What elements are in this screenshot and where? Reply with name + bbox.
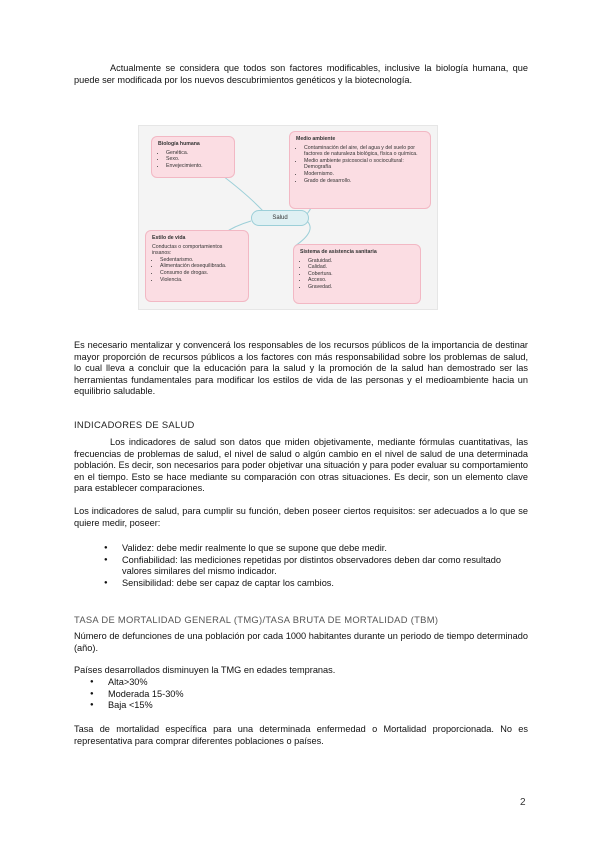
sistema-sanitario-box [293,244,421,304]
biologia-item: • Sexo. [166,156,228,163]
indicadores-heading: INDICADORES DE SALUD [74,419,195,430]
sistema-sanitario-item: • Cobertura. [308,271,414,278]
list-item: ● Moderada 15-30% [90,689,390,701]
biologia-title: Biología humana [158,141,200,147]
list-item: ● Confiabilidad: las mediciones repetidas por distintos observadores deben dar como resultado valores similares del mismo indicador. [104,555,528,578]
medio-ambiente-title: Medio ambiente [296,136,336,142]
estilo-vida-item: • Consumo de drogas. [160,270,242,277]
mentalizar-paragraph: Es necesario mentalizar y convencerá los responsables de los recursos públicos de la importancia de destinar mayor proporción de recursos públicos a los factores con más responsabilidad sobre los problemas de salud, lo cual lleva a concluir que la educación para la salud y la promoción de la salud han demostrado ser las herramientas fundamentales para modificar los estilos de vida de las personas y el medioambiente hacia un equilibrio saludable. [74,340,528,397]
list-item: ● Alta>30% [90,677,390,689]
list-item: ● Validez: debe medir realmente lo que se supone que debe medir. [104,543,528,555]
estilo-vida-item: • Violencia. [160,277,242,284]
niveles-list [90,677,390,712]
especifica-paragraph: Tasa de mortalidad específica para una determinada enfermedad o Mortalidad proporcionada. No es representativa para comprar diferentes poblaciones o países. [74,724,528,746]
paises-paragraph: Países desarrollados disminuyen la TMG en edades tempranas. [74,665,336,675]
biologia-box [151,136,235,178]
medio-ambiente-box [289,131,431,209]
medio-ambiente-item: • Medio ambiente psicosocial o sociocultural: Demografía [304,158,424,171]
medio-ambiente-item: • Contaminación del aire, del agua y del suelo por factores de naturaleza biológica, física o química. [304,145,424,158]
sistema-sanitario-item: • Gravedad. [308,284,414,291]
medio-ambiente-item: • Grado de desarrollo. [304,178,424,185]
intro-paragraph: Actualmente se considera que todos son factores modificables, inclusive la biología humana, que puede ser modificada por los nuevos descubrimientos genéticos y la biotecnología. [74,63,528,85]
indicadores-paragraph: Los indicadores de salud son datos que miden objetivamente, mediante fórmulas cuantitativas, las frecuencias de problemas de salud, el nivel de salud o algún cambio en el nivel de salud de una determinada población. Es decir, son necesarios para poder objetivar una situación y para poder evaluar su comportamiento en el tiempo. Esto se hace mediante su comparación con otras situaciones. Es decir, son un elemento clave para establecer comparaciones. [74,437,528,494]
sistema-sanitario-title: Sistema de asistencia sanitaria [300,249,377,255]
requisitos-list [104,543,528,589]
health-determinants-diagram [138,125,438,310]
sistema-sanitario-item: • Calidad. [308,264,414,271]
estilo-vida-box [145,230,249,302]
requisitos-paragraph: Los indicadores de salud, para cumplir su función, deben poseer ciertos requisitos: ser adecuados a lo que se quiere medir, poseer: [74,506,528,528]
medio-ambiente-item: • Modernismo. [304,171,424,178]
estilo-vida-title: Estilo de vida [152,235,186,241]
biologia-item: • Genética. [166,150,228,157]
list-item: ● Sensibilidad: debe ser capaz de captar los cambios. [104,578,528,590]
page-number: 2 [520,797,526,808]
sistema-sanitario-item: • Gratuidad. [308,258,414,265]
estilo-vida-item: • Alimentación desequilibrada. [160,263,242,270]
sistema-sanitario-item: • Acceso. [308,277,414,284]
list-item: ● Baja <15% [90,700,390,712]
tmg-heading: TASA DE MORTALIDAD GENERAL (TMG)/TASA BRUTA DE MORTALIDAD (TBM) [74,614,439,625]
estilo-vida-item: • Sedentarismo. [160,257,242,264]
tmg-paragraph: Número de defunciones de una población por cada 1000 habitantes durante un periodo de tiempo determinado (año). [74,631,528,653]
biologia-item: • Envejecimiento. [166,163,228,170]
estilo-vida-subtitle: Conductas o comportamientos insanos: [152,243,223,257]
salud-node: Salud [251,210,309,226]
